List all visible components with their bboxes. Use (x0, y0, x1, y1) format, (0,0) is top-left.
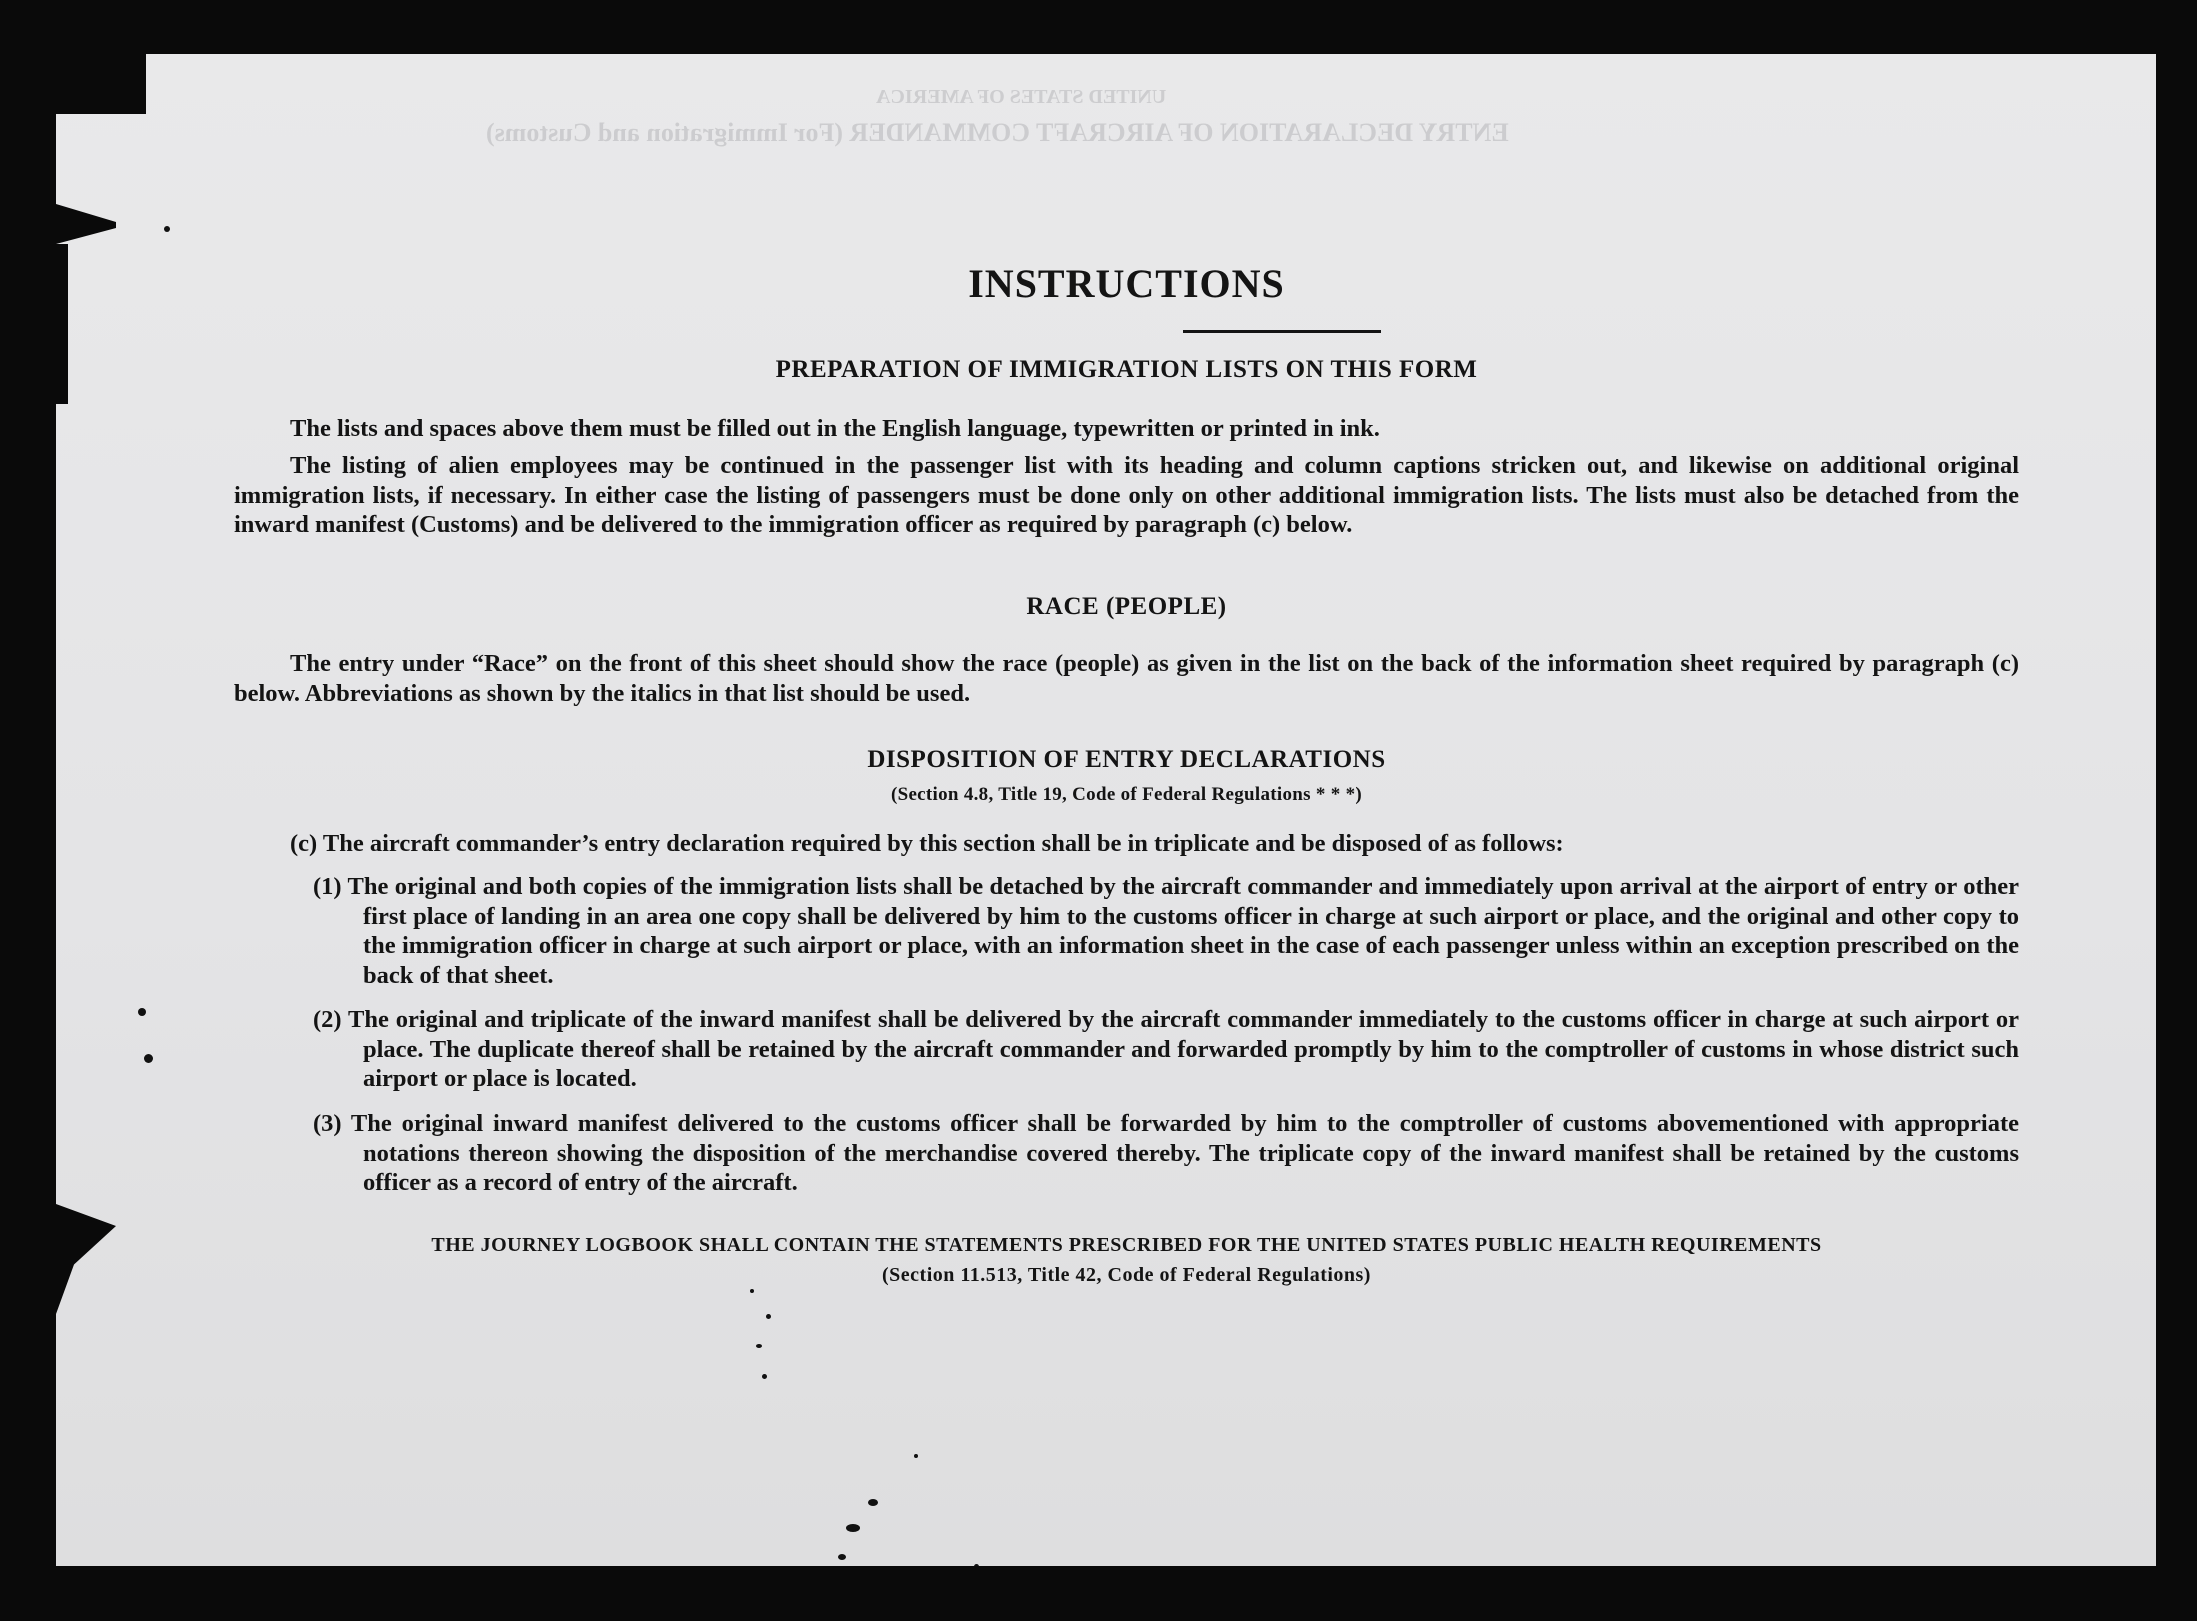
list-item-1: (1) The original and both copies of the immigration lists shall be detached by the aircraft commander and immediately upon arrival at the airport of entry or other first place of landing in an area one copy shall be delivered by him to the customs officer in charge at such airport or place, and the original and other copy to the immigration officer in charge at such airport or place, with an information sheet in the case of each passenger unless within an exception prescribed on the back of that sheet. (313, 873, 2019, 989)
title-underline (1183, 330, 1381, 333)
list-item-2: (2) The original and triplicate of the inward manifest shall be delivered by the aircraft commander immediately to the customs officer in charge at such airport or place. The duplicate thereof shall be retained by the aircraft commander and forwarded promptly by him to the comptroller of customs in whose district such airport or place is located. (313, 1006, 2019, 1092)
paragraph-race-entry: The entry under “Race” on the front of this sheet should show the race (people) as given in the list on the back of the information sheet required by paragraph (c) below. Abbreviations as shown by the italics in that list should be used. (234, 650, 2019, 707)
section-heading-race: RACE (PEOPLE) (1026, 593, 1227, 620)
bleedthrough-line-2: ENTRY DECLARATION OF AIRCRAFT COMMANDER (For Immigration and Customs) (486, 118, 1509, 147)
section-subheading-regulation: (Section 4.8, Title 19, Code of Federal Regulations * * *) (890, 784, 1363, 805)
page-title: INSTRUCTIONS (968, 261, 1285, 306)
list-item-3: (3) The original inward manifest delivered to the customs officer shall be forwarded by him to the comptroller of customs abovementioned with appropriate notations thereon showing the disposition of the merchandise covered thereby. The triplicate copy of the inward manifest shall be retained by the customs officer as a record of entry of the aircraft. (313, 1110, 2019, 1196)
section-heading-preparation: PREPARATION OF IMMIGRATION LISTS ON THIS FORM (775, 356, 1478, 383)
document-sheet (56, 54, 2156, 1566)
paragraph-alien-employees: The listing of alien employees may be continued in the passenger list with its heading and column captions stricken out, and likewise on additional original immigration lists, if necessary. In either case the listing of passengers must be done only on other additional immigration lists. The lists must also be detached from the inward manifest (Customs) and be delivered to the immigration officer as required by paragraph (c) below. (234, 452, 2019, 538)
paragraph-lists-language: The lists and spaces above them must be filled out in the English language, typewritten or printed in ink. (290, 415, 1380, 442)
section-heading-disposition: DISPOSITION OF ENTRY DECLARATIONS (867, 746, 1386, 773)
footer-logbook-notice: THE JOURNEY LOGBOOK SHALL CONTAIN THE STATEMENTS PRESCRIBED FOR THE UNITED STATES PUBLIC HEALTH REQUIREMENTS (431, 1234, 1822, 1256)
bleedthrough-line-1: UNITED STATES OF AMERICA (876, 86, 1167, 108)
paragraph-commander-declaration: (c) The aircraft commander’s entry declaration required by this section shall be in triplicate and be disposed of as follows: (290, 830, 1564, 857)
footer-regulation-citation: (Section 11.513, Title 42, Code of Federal Regulations) (882, 1264, 1371, 1286)
